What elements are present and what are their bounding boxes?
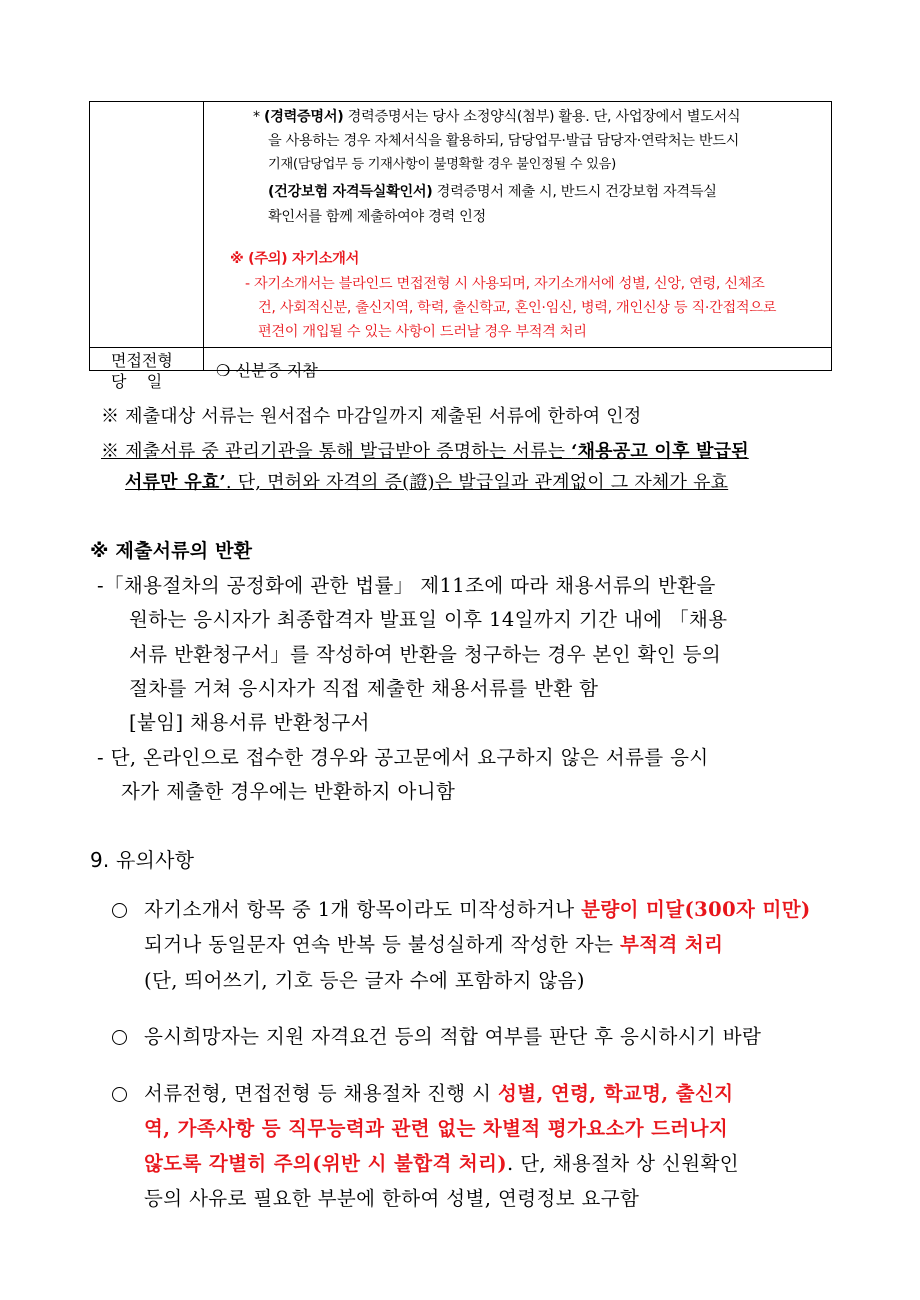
return-p1-line-5: [붙임] 채용서류 반환청구서 (129, 711, 370, 734)
career-cert-line-2: 을 사용하는 경우 자체서식을 활용하되, 담당업무·발급 담당자·연락처는 반드시 (268, 133, 740, 149)
item-1-line-3: (단, 띄어쓰기, 기호 등은 글자 수에 포함하지 않음) (144, 969, 585, 992)
section-9-heading: 9. 유의사항 (90, 848, 195, 872)
health-insurance-line-2: 확인서를 함께 제출하여야 경력 인정 (268, 209, 486, 225)
caution-title: ※ (주의) 자기소개서 (230, 251, 359, 267)
note-2-line-2: 서류만 유효’. 단, 면허와 자격의 증(證)은 발급일과 관계없이 그 자체가 유효 (125, 472, 729, 493)
return-p1-line-4: 절차를 거쳐 응시자가 직접 제출한 채용서류를 반환 함 (129, 677, 599, 700)
interview-day-label-2: 당 일 (111, 372, 163, 391)
return-p1-line-3: 서류 반환청구서」를 작성하여 반환을 청구하는 경우 본인 확인 등의 (129, 643, 722, 666)
document-table (89, 101, 832, 391)
return-section-heading: ※ 제출서류의 반환 (90, 540, 253, 562)
return-p1-line-2: 원하는 응시자가 최종합격자 발표일 이후 14일까지 기간 내에 「채용 (129, 608, 728, 631)
return-p2-line-1: - 단, 온라인으로 접수한 경우와 공고문에서 요구하지 않은 서류를 응시 (97, 746, 709, 769)
item-2-bullet-icon (112, 1030, 127, 1045)
item-1-bullet-icon (112, 903, 127, 918)
caution-line-2: 건, 사회적신분, 출신지역, 학력, 출신학교, 혼인·임신, 병력, 개인신상 등 직·간접적으로 (258, 300, 777, 316)
item-3-line-3: 않도록 각별히 주의(위반 시 불합격 처리). 단, 채용절차 상 신원확인 (144, 1152, 739, 1175)
item-2-line-1: 응시희망자는 지원 자격요건 등의 적합 여부를 판단 후 응시하시기 바람 (144, 1025, 762, 1048)
interview-day-value: ❍ 신분증 지참 (216, 361, 318, 380)
item-3-line-2: 역, 가족사항 등 직무능력과 관련 없는 차별적 평가요소가 드러나지 (144, 1117, 729, 1140)
career-cert-line-3: 기재(담당업무 등 기재사항이 불명확할 경우 불인정될 수 있음) (268, 157, 616, 172)
item-3-line-4: 등의 사유로 필요한 부분에 한하여 성별, 연령정보 요구함 (144, 1187, 640, 1210)
caution-line-3: 편견이 개입될 수 있는 사항이 드러날 경우 부적격 처리 (258, 324, 587, 340)
caution-line-1: - 자기소개서는 블라인드 면접전형 시 사용되며, 자기소개서에 성별, 신앙, 연령, 신체조 (245, 276, 765, 292)
career-cert-line-1: * (경력증명서) 경력증명서는 당사 소정양식(첨부) 활용. 단, 사업장에서 별도서식 (253, 109, 741, 125)
table-column-divider (203, 102, 204, 370)
item-3-line-1: 서류전형, 면접전형 등 채용절차 진행 시 성별, 연령, 학교명, 출신지 (144, 1082, 734, 1105)
note-2-line-1: ※ 제출서류 중 관리기관을 통해 발급받아 증명하는 서류는 ‘채용공고 이후 발급된 (101, 441, 749, 462)
interview-day-label-1: 면접전형 (111, 351, 173, 370)
table-row-divider (90, 347, 831, 348)
return-p1-line-1: -「채용절차의 공정화에 관한 법률」 제11조에 따라 채용서류의 반환을 (97, 574, 716, 597)
item-3-bullet-icon (112, 1087, 127, 1102)
return-p2-line-2: 자가 제출한 경우에는 반환하지 아니함 (121, 780, 456, 803)
health-insurance-line-1: (건강보험 자격득실확인서) 경력증명서 제출 시, 반드시 건강보험 자격득실 (268, 184, 717, 200)
note-1: ※ 제출대상 서류는 원서접수 마감일까지 제출된 서류에 한하여 인정 (101, 406, 642, 427)
item-1-line-1: 자기소개서 항목 중 1개 항목이라도 미작성하거나 분량이 미달(300자 미만) (144, 898, 811, 921)
item-1-line-2: 되거나 동일문자 연속 반복 등 불성실하게 작성한 자는 부적격 처리 (144, 933, 724, 956)
